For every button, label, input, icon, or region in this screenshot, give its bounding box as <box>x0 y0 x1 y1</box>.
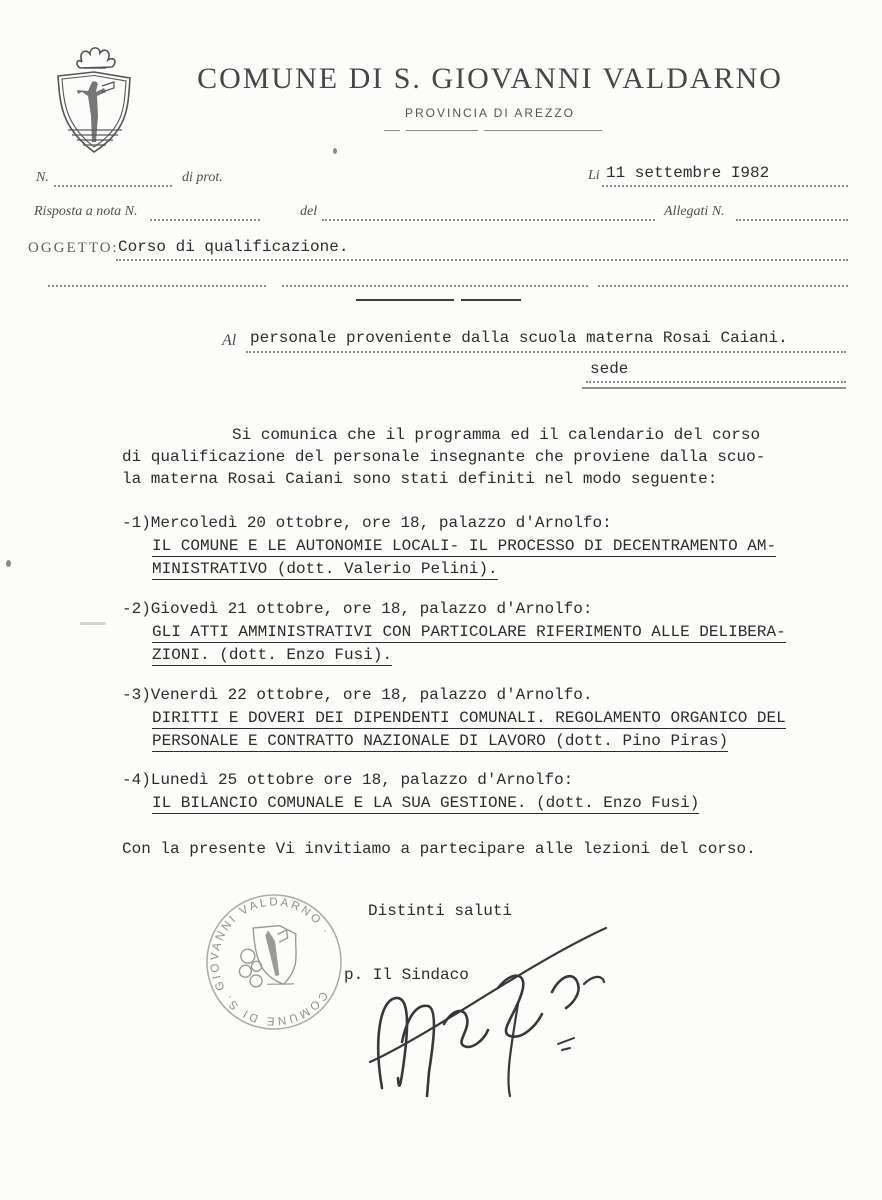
sede-value: sede <box>590 360 629 378</box>
svg-text:COMUNE DI S. GIOVANNI VALDARNO: COMUNE DI S. GIOVANNI VALDARNO · <box>209 896 333 1027</box>
agenda-item-heading: -3)Venerdì 22 ottobre, ore 18, palazzo d'Arnolfo. <box>122 686 593 704</box>
rule-segment <box>406 130 478 131</box>
page-title: COMUNE DI S. GIOVANNI VALDARNO <box>197 62 783 95</box>
sede-rule <box>582 387 846 389</box>
agenda-item-heading: -4)Lunedì 25 ottobre ore 18, palazzo d'Arnolfo: <box>122 771 574 789</box>
agenda-item-2 <box>122 598 786 667</box>
recipient-field <box>246 350 846 353</box>
agenda-item-heading: -2)Giovedì 21 ottobre, ore 18, palazzo d'Arnolfo: <box>122 600 593 618</box>
agenda-item-line: IL BILANCIO COMUNALE E LA SUA GESTIONE. (dott. Enzo Fusi) <box>152 794 700 812</box>
page-subtitle: PROVINCIA DI AREZZO <box>404 106 576 120</box>
agenda-item-heading: -1)Mercoledì 20 ottobre, ore 18, palazzo d'Arnolfo: <box>122 514 612 532</box>
agenda-item-line: ZIONI. (dott. Enzo Fusi). <box>152 646 393 664</box>
al-label: Al <box>222 332 237 349</box>
salutation: Distinti saluti <box>368 902 513 920</box>
agenda-item-line: PERSONALE E CONTRATTO NAZIONALE DI LAVORO (dott. Pino Piras) <box>152 732 729 750</box>
signer-label: p. Il Sindaco <box>344 966 469 984</box>
date-label: Li <box>588 168 600 183</box>
scan-speck <box>6 560 11 567</box>
date-field <box>602 184 848 187</box>
agenda-item-line: GLI ATTI AMMINISTRATIVI CON PARTICOLARE RIFERIMENTO ALLE DELIBERA- <box>152 623 786 641</box>
agenda-item-1 <box>122 512 776 581</box>
agenda-item-3 <box>122 684 786 753</box>
scan-speck <box>80 622 106 625</box>
agenda-item-4 <box>122 769 699 815</box>
sede-field <box>586 380 846 383</box>
del-field <box>322 218 655 221</box>
oggetto-label: OGGETTO: <box>28 240 119 256</box>
blank-field <box>48 284 266 287</box>
agenda-item-line: IL COMUNE E LE AUTONOMIE LOCALI- IL PROCESSO DI DECENTRAMENTO AM- <box>152 537 777 555</box>
risposta-field <box>150 218 260 221</box>
intro-line: di qualificazione del personale insegnante che proviene dalla scuo- <box>122 448 766 466</box>
di-prot-label: di prot. <box>182 170 223 185</box>
risposta-label: Risposta a nota N. <box>34 204 138 219</box>
intro-paragraph <box>122 424 765 490</box>
handwritten-signature-icon <box>352 892 622 1102</box>
date-value: 11 settembre I982 <box>606 164 770 182</box>
municipal-coat-of-arms-icon <box>44 46 144 164</box>
intro-line: la materna Rosai Caiani sono stati definiti nel modo seguente: <box>122 470 718 488</box>
round-municipal-stamp-icon <box>176 866 373 1057</box>
subtitle-rule <box>384 130 604 131</box>
protocol-number-field <box>54 184 172 187</box>
oggetto-value: Corso di qualificazione. <box>118 238 349 256</box>
oggetto-field <box>116 258 848 261</box>
rule-segment <box>384 130 400 131</box>
blank-field <box>598 284 848 287</box>
del-label: del <box>300 204 318 219</box>
protocol-number-label: N. <box>36 170 49 185</box>
agenda-item-line: DIRITTI E DOVERI DEI DIPENDENTI COMUNALI. REGOLAMENTO ORGANICO DEL <box>152 709 786 727</box>
divider-line <box>461 299 521 301</box>
divider-line <box>356 299 454 301</box>
closing-line: Con la presente Vi invitiamo a partecipare alle lezioni del corso. <box>122 840 756 858</box>
scan-speck <box>333 148 337 154</box>
allegati-label: Allegati N. <box>664 204 725 219</box>
recipient-value: personale proveniente dalla scuola materna Rosai Caiani. <box>250 329 788 347</box>
allegati-field <box>736 218 848 221</box>
intro-line: Si comunica che il programma ed il calendario del corso <box>232 426 761 444</box>
blank-field <box>282 284 588 287</box>
agenda-item-line: MINISTRATIVO (dott. Valerio Pelini). <box>152 560 498 578</box>
rule-segment <box>484 130 602 131</box>
